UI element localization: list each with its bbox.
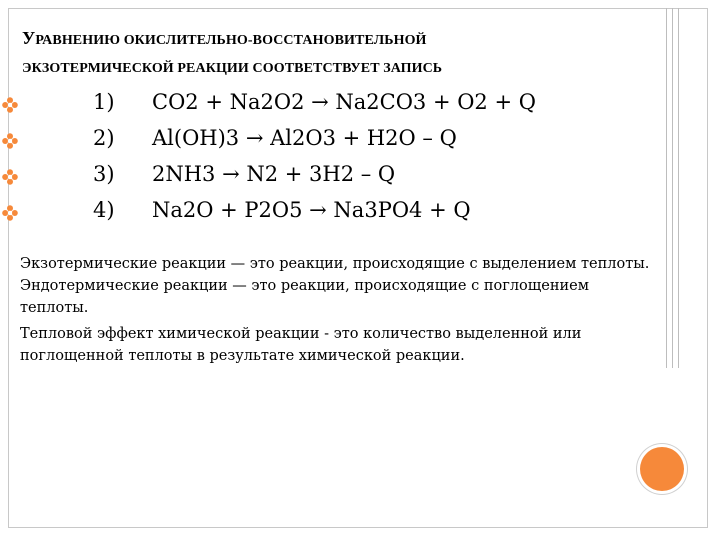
heat-effect-paragraph: Тепловой эффект химической реакции - это количество выделенной или поглощенной теплоты в результате химической реакции. — [20, 326, 582, 364]
title-initial-cap: У — [22, 28, 36, 48]
option-number: 3) — [93, 162, 115, 186]
option-equation: Al(OH)3 → Al2O3 + H2O – Q — [152, 126, 457, 150]
answer-option[interactable] — [0, 88, 700, 124]
option-equation: Na2O + P2O5 → Na3PO4 + Q — [152, 198, 471, 222]
slide-title — [22, 24, 642, 83]
definition-paragraph: Экзотермические реакции — это реакции, происходящие с выделением теплоты. Эндотермические реакции — это реакции, происходящие с поглощением теплоты. — [20, 256, 650, 316]
title-line-2: ЭКЗОТЕРМИЧЕСКОЙ РЕАКЦИИ СООТВЕТСТВУЕТ ЗАПИСЬ — [22, 61, 443, 76]
flower-bullet-icon — [2, 97, 18, 113]
answer-options-list — [0, 88, 700, 232]
option-number: 1) — [93, 90, 115, 114]
flower-bullet-icon — [2, 133, 18, 149]
flower-bullet-icon — [2, 205, 18, 221]
answer-option[interactable] — [0, 124, 700, 160]
answer-option[interactable] — [0, 196, 700, 232]
flower-bullet-icon — [2, 169, 18, 185]
option-number: 2) — [93, 126, 115, 150]
option-equation: 2NH3 → N2 + 3H2 – Q — [152, 162, 396, 186]
option-number: 4) — [93, 198, 115, 222]
answer-option[interactable] — [0, 160, 700, 196]
option-equation: CO2 + Na2O2 → Na2CO3 + O2 + Q — [152, 90, 536, 114]
orange-circle-decoration — [640, 447, 684, 491]
title-line-1-text: РАВНЕНИЮ ОКИСЛИТЕЛЬНО-ВОССТАНОВИТЕЛЬНОЙ — [35, 33, 427, 48]
title-line-1 — [22, 24, 642, 55]
